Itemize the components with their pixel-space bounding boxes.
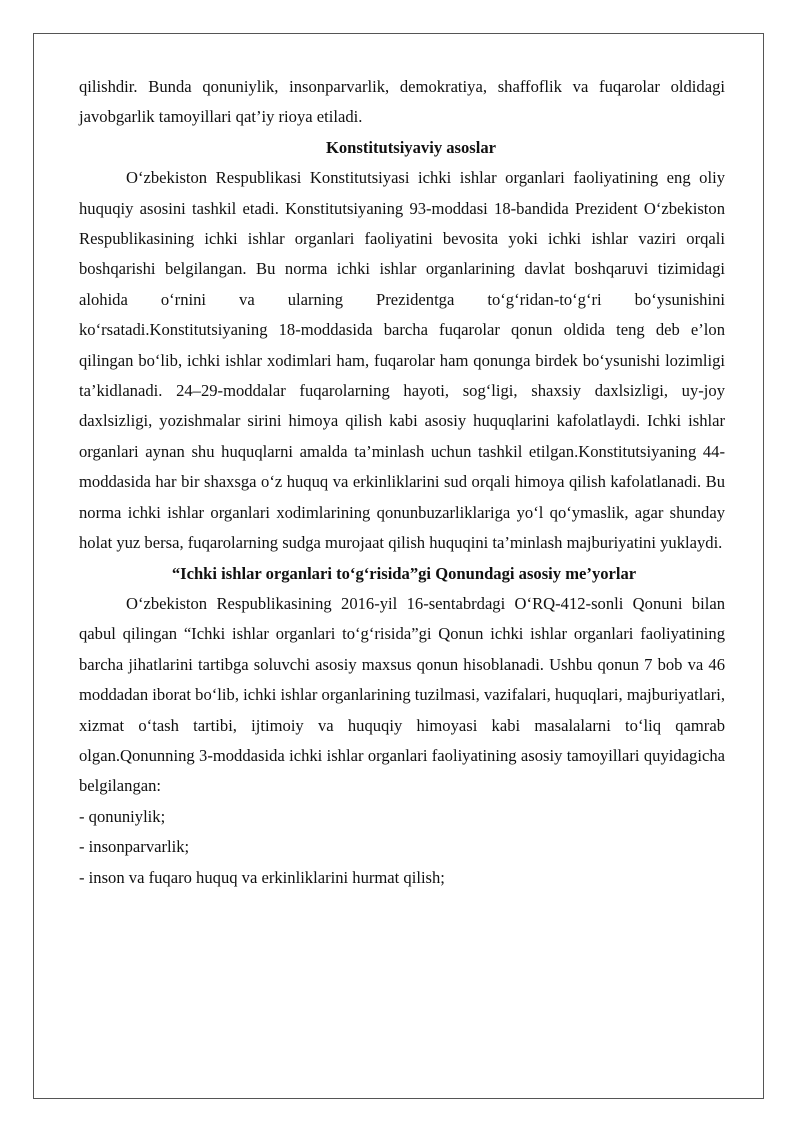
principles-list bbox=[79, 802, 725, 893]
list-item: - insonparvarlik; bbox=[79, 837, 190, 857]
list-item: - inson va fuqaro huquq va erkinliklarini hurmat qilish; bbox=[79, 867, 445, 887]
section-heading-constitutional-basis: Konstitutsiyaviy asoslar bbox=[325, 137, 497, 157]
paragraph-law: O‘zbekiston Respublikasining 2016-yil 16-sentabrdagi O‘RQ-412-sonli Qonuni bilan qabul qilingan “Ichki ishlar organlari to‘g‘risida”gi Qonun ichki ishlar organlari faoliyatining barcha jihatlarini tartibga soluvchi asosiy maxsus qonun hisoblanadi. Ushbu qonun 7 bob va 46 moddadan iborat bo‘lib, ichki ishlar organlarining tuzilmasi, vazifalari, huquqlari, majburiyatlari, xizmat o‘tash tartibi, ijtimoiy va huquqiy himoyasi kabi masalalarni to‘liq qamrab olgan.Qonunning 3-moddasida ichki ishlar organlari faoliyatining asosiy tamoyillari quyidagicha belgilangan: bbox=[79, 593, 725, 796]
paragraph-constitution: O‘zbekiston Respublikasi Konstitutsiyasi ichki ishlar organlari faoliyatining eng oliy huquqiy asosini tashkil etadi. Konstitutsiyaning 93-moddasi 18-bandida Prezident O‘zbekiston Respublikasining ichki ishlar organlari faoliyatini bevosita yoki ichki ishlar vaziri orqali boshqarishi belgilangan. Bu norma ichki ishlar organlarining davlat boshqaruvi tizimidagi alohida o‘rnini va ularning Prezidentga to‘g‘ridan-to‘g‘ri bo‘ysunishini ko‘rsatadi.Konstitutsiyaning 18-moddasida barcha fuqarolar qonun oldida teng deb e’lon qilingan bo‘lib, ichki ishlar xodimlari ham, fuqarolar ham qonunga birdek bo‘ysunishi lozimligi ta’kidlanadi. 24–29-moddalar fuqarolarning hayoti, sog‘ligi, shaxsiy daxlsizligi, uy-joy daxlsizligi, yozishmalar sirini himoya qilish kabi asosiy huquqlarini kafolatlaydi. Ichki ishlar organlari aynan shu huquqlarni amalda ta’minlash uchun tashkil etilgan.Konstitutsiyaning 44-moddasida har bir shaxsga o‘z huquq va erkinliklarini sud orqali himoya qilish kafolatlanadi. Bu norma ichki ishlar organlari xodimlarining qonunbuzarliklariga yo‘l qo‘ymaslik, agar shunday holat yuz bersa, fuqarolarning sudga murojaat qilish huquqini ta’minlash majburiyatini yuklaydi. bbox=[79, 168, 725, 553]
list-item: - qonuniylik; bbox=[79, 806, 166, 826]
intro-paragraph: qilishdir. Bunda qonuniylik, insonparvarlik, demokratiya, shaffoflik va fuqarolar oldidagi javobgarlik tamoyillari qat’iy rioya etiladi. bbox=[79, 77, 725, 127]
document-body bbox=[79, 72, 725, 893]
section-heading-law-norms: “Ichki ishlar organlari to‘g‘risida”gi Qonundagi asosiy me’yorlar bbox=[171, 563, 637, 583]
